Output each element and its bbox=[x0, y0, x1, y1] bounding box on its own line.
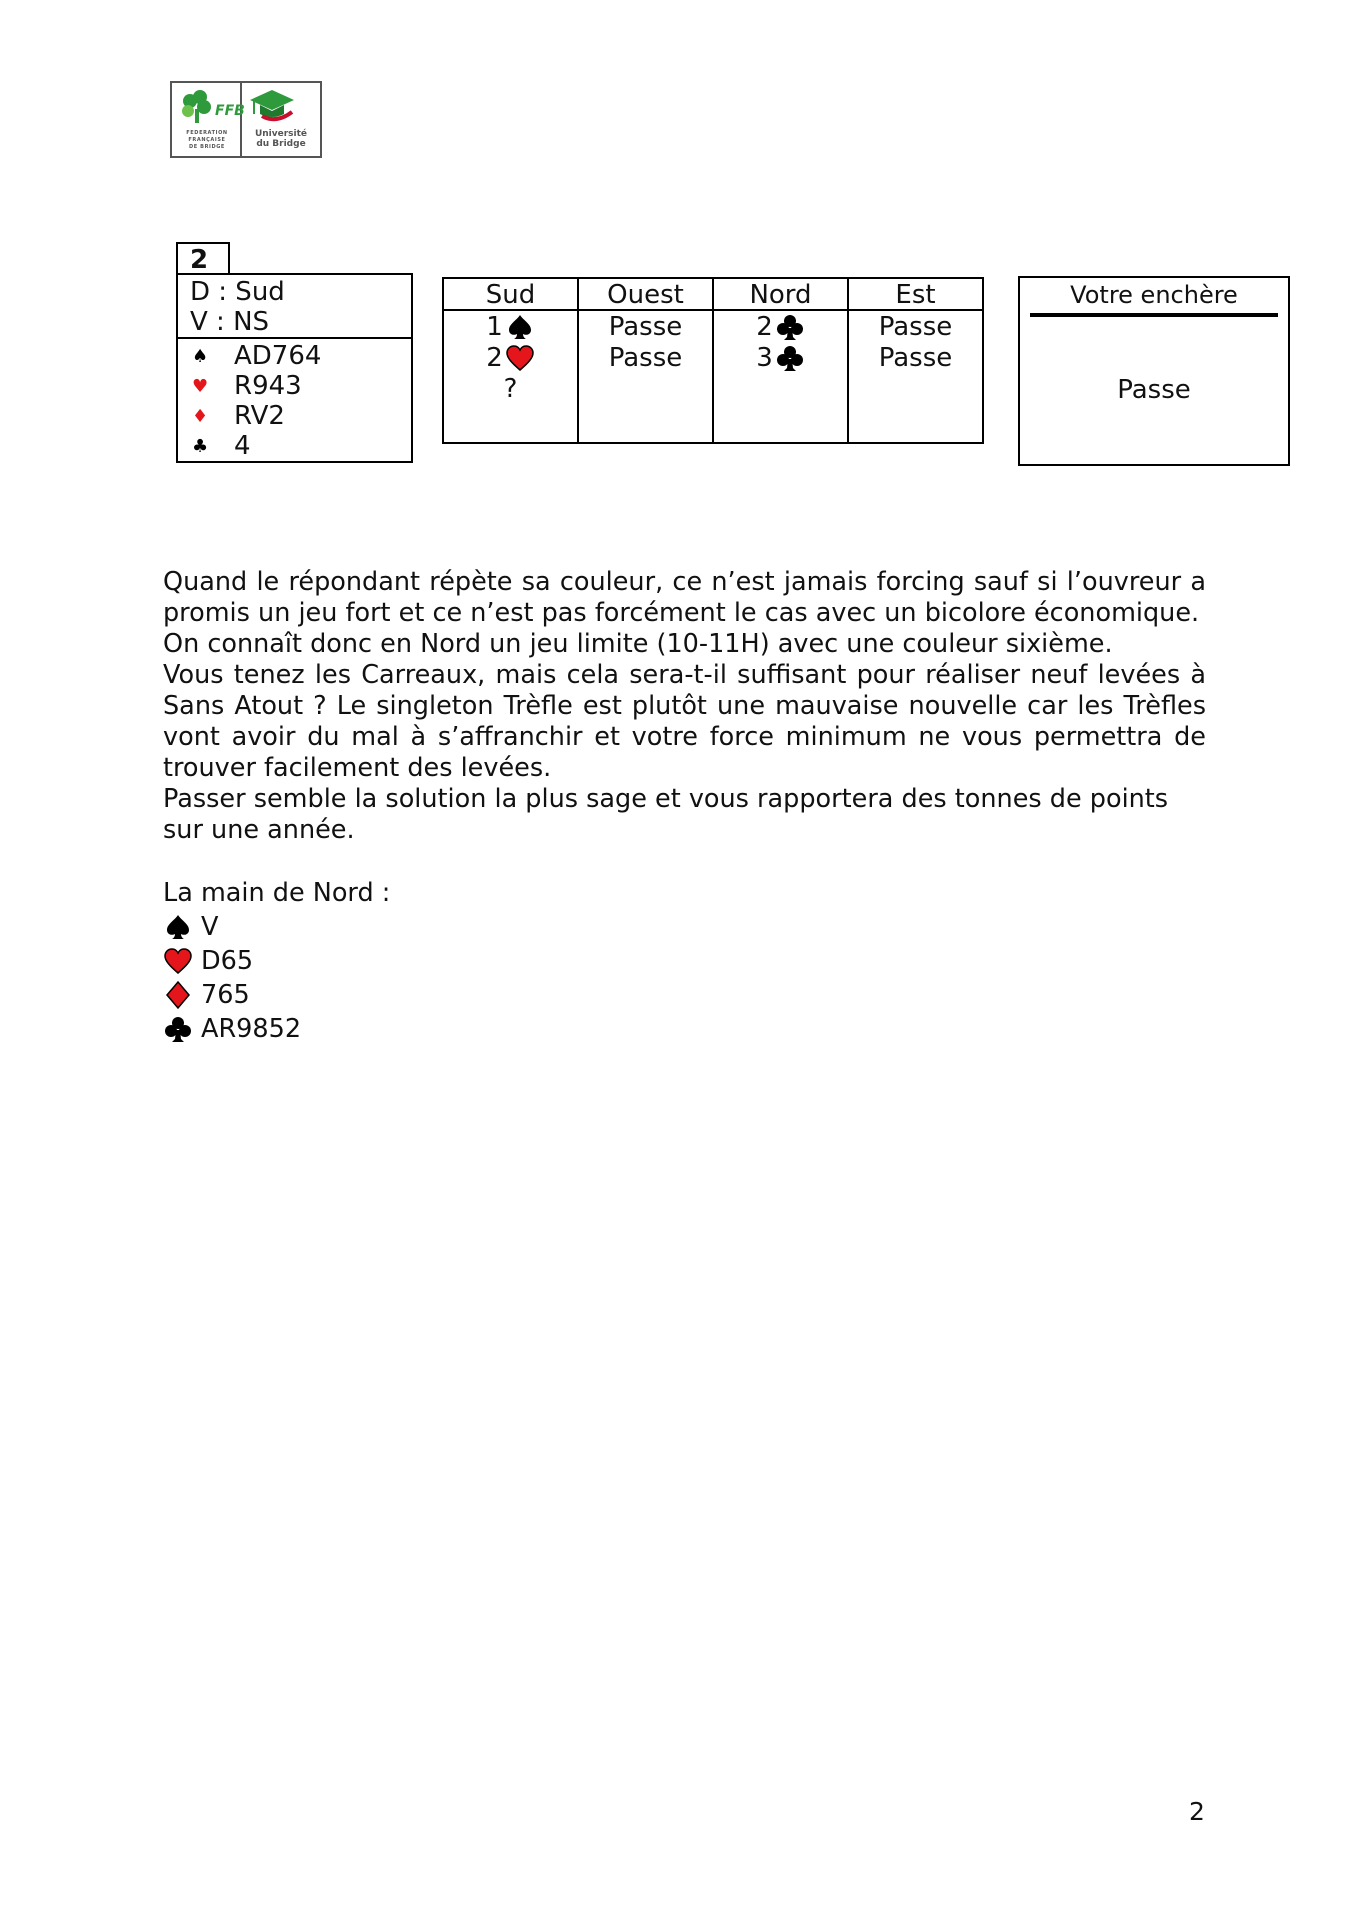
ffb-text-line1: FEDERATION bbox=[186, 130, 228, 136]
ffb-text-line3: DE BRIDGE bbox=[189, 144, 225, 150]
north-cards: D65 bbox=[201, 946, 254, 976]
spade-icon: ♠ bbox=[192, 345, 209, 367]
paragraph: Vous tenez les Carreaux, mais cela sera-t-il suffisant pour réaliser neuf levées à Sans Atout ? Le singleton Trèfle est plutôt une mauvaise nouvelle car les Trèfles vont avoir du mal à s’affranchir et votre force minimum ne vous permettra de trouver facilement des levées. bbox=[163, 660, 1206, 783]
paragraph: Passer semble la solution la plus sage et vous rapportera des tonnes de points sur une année. bbox=[163, 784, 1169, 845]
paragraph: On connaît donc en Nord un jeu limite (10-11H) avec une couleur sixième. bbox=[163, 629, 1113, 659]
north-cards: 765 bbox=[201, 980, 250, 1010]
ub-text-line1: Université bbox=[254, 129, 308, 139]
ffb-text-line2: FRANÇAISE bbox=[188, 137, 226, 143]
hand-row-clubs bbox=[178, 431, 411, 461]
deal-info bbox=[178, 275, 411, 339]
ffb-logo bbox=[172, 83, 245, 156]
bidding-column-ouest bbox=[579, 279, 714, 442]
logo bbox=[170, 81, 322, 158]
bidding-header: Est bbox=[849, 279, 982, 311]
vulnerability-line: V : NS bbox=[190, 307, 270, 337]
bid-cell bbox=[756, 311, 805, 342]
club-icon bbox=[775, 343, 805, 373]
deal-number: 2 bbox=[176, 242, 230, 274]
south-hand bbox=[178, 339, 411, 461]
hand-row-diamonds bbox=[178, 401, 411, 431]
dealer-line: D : Sud bbox=[190, 277, 285, 307]
diamond-icon: ♦ bbox=[192, 405, 209, 427]
hand-cards: AD764 bbox=[234, 341, 322, 371]
hand-cards: R943 bbox=[234, 371, 302, 401]
north-hearts bbox=[163, 946, 253, 976]
north-spades bbox=[163, 912, 218, 942]
paragraph: Quand le répondant répète sa couleur, ce n’est jamais forcing sauf si l’ouvreur a promis un jeu fort et ce n’est pas forcément le cas avec un bicolore économique. bbox=[163, 567, 1206, 628]
diamond-icon bbox=[163, 980, 193, 1010]
bid-cell bbox=[486, 311, 535, 342]
bid-cell bbox=[486, 342, 535, 373]
bid-level: 2 bbox=[756, 311, 773, 342]
bid-level: 3 bbox=[756, 342, 773, 373]
bid-cell: Passe bbox=[608, 311, 683, 342]
hand-cards: RV2 bbox=[234, 401, 285, 431]
bidding-column-nord bbox=[714, 279, 849, 442]
ffb-mark: FFB bbox=[215, 103, 245, 119]
universite-logo bbox=[242, 83, 320, 156]
bid-level: 2 bbox=[486, 342, 503, 373]
hand-row-hearts bbox=[178, 371, 411, 401]
club-icon bbox=[163, 1014, 193, 1044]
explanation-text bbox=[163, 567, 1206, 846]
club-icon bbox=[775, 312, 805, 342]
hand-row-spades bbox=[178, 341, 411, 371]
deal-box bbox=[176, 273, 413, 463]
bid-cell: Passe bbox=[878, 311, 953, 342]
bidding-column-est bbox=[849, 279, 982, 442]
divider bbox=[1030, 313, 1278, 317]
page-number: 2 bbox=[1189, 1797, 1205, 1826]
club-icon: ♣ bbox=[192, 435, 209, 457]
bid-cell: Passe bbox=[878, 342, 953, 373]
heart-icon bbox=[163, 946, 193, 976]
spade-icon bbox=[505, 312, 535, 342]
club-tree-icon bbox=[178, 89, 218, 127]
votre-enchere-title: Votre enchère bbox=[1070, 281, 1238, 309]
north-cards: AR9852 bbox=[201, 1014, 302, 1044]
heart-icon: ♥ bbox=[192, 375, 209, 397]
heart-icon bbox=[505, 343, 535, 373]
bid-cell bbox=[756, 342, 805, 373]
bidding-header: Ouest bbox=[579, 279, 712, 311]
graduation-cap-icon bbox=[248, 88, 298, 124]
ub-text-line2: du Bridge bbox=[256, 139, 306, 149]
north-cards: V bbox=[201, 912, 219, 942]
bid-level: 1 bbox=[486, 311, 503, 342]
hand-cards: 4 bbox=[234, 431, 251, 461]
spade-icon bbox=[163, 912, 193, 942]
bid-cell: ? bbox=[503, 373, 518, 404]
north-hand-title: La main de Nord : bbox=[163, 878, 391, 908]
north-diamonds bbox=[163, 980, 250, 1010]
bidding-header: Sud bbox=[444, 279, 577, 311]
bidding-column-sud bbox=[444, 279, 579, 442]
bidding-header: Nord bbox=[714, 279, 847, 311]
votre-enchere-answer: Passe bbox=[1117, 375, 1191, 405]
votre-enchere-box bbox=[1018, 276, 1290, 466]
north-clubs bbox=[163, 1014, 301, 1044]
bid-cell: Passe bbox=[608, 342, 683, 373]
bidding-table bbox=[442, 277, 984, 444]
